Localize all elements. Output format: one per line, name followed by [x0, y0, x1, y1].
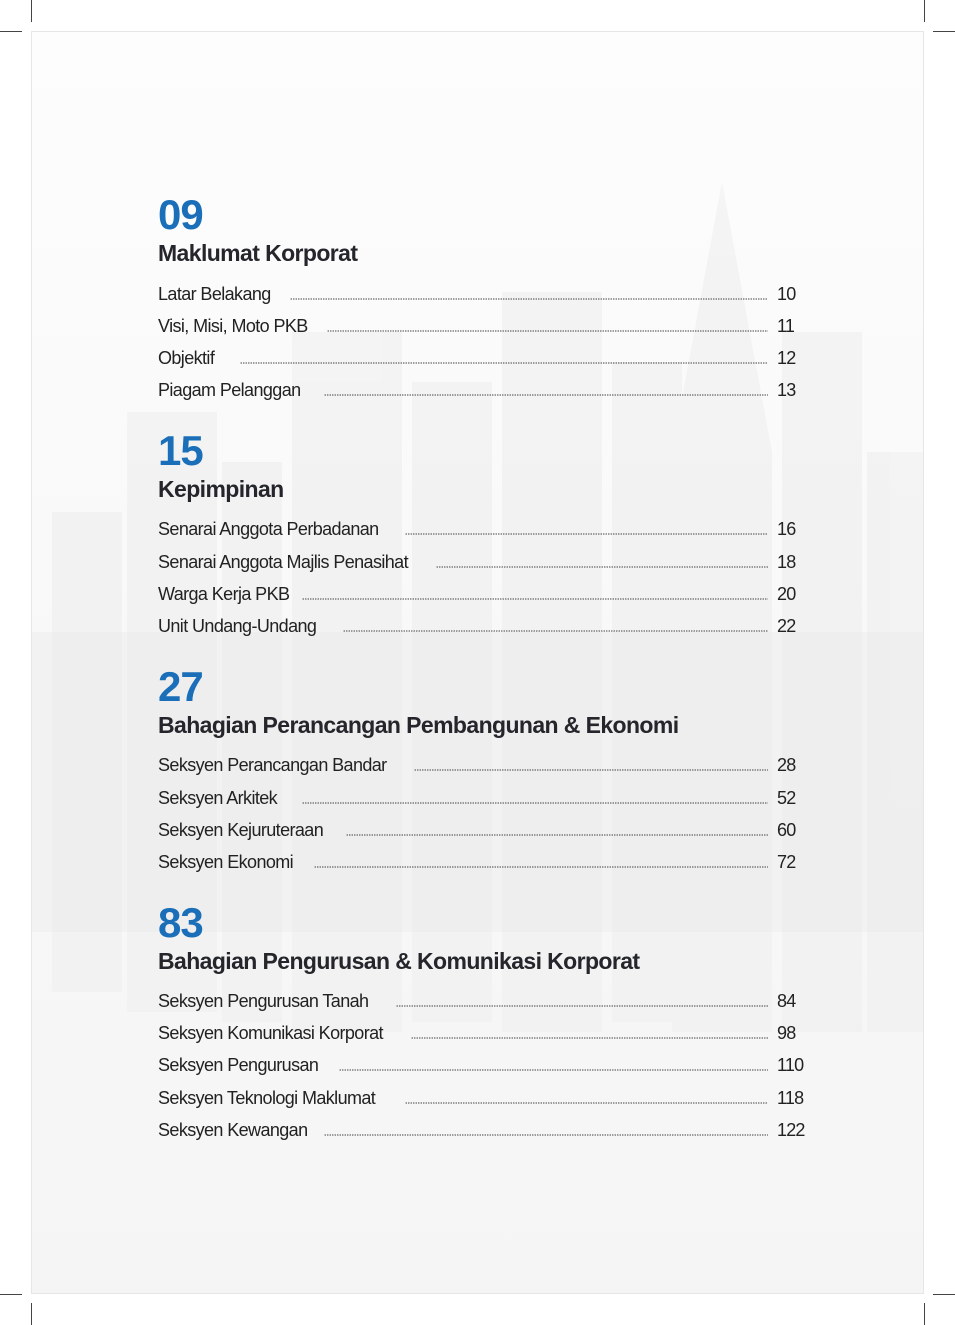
leader-dots	[290, 298, 768, 300]
section-number: 15	[158, 427, 203, 474]
entry-label: Senarai Anggota Perbadanan	[158, 519, 379, 539]
entry-page-number: 20	[777, 584, 796, 604]
entry-label: Objektif	[158, 348, 215, 368]
toc-entry[interactable]	[158, 1053, 838, 1077]
toc-entry[interactable]	[158, 818, 838, 842]
toc-entry[interactable]	[158, 786, 838, 810]
toc-entry[interactable]	[158, 1021, 838, 1045]
entry-label: Piagam Pelanggan	[158, 380, 301, 400]
entry-page-number: 118	[777, 1088, 804, 1108]
section-title[interactable]: Kepimpinan	[158, 476, 284, 502]
toc-entry[interactable]	[158, 1086, 838, 1110]
leader-dots	[324, 394, 768, 396]
entry-label: Seksyen Ekonomi	[158, 852, 294, 872]
leader-dots	[411, 1037, 768, 1039]
leader-dots	[324, 1134, 768, 1136]
entry-page-number: 60	[777, 820, 796, 840]
toc-entry[interactable]	[158, 517, 838, 541]
entry-page-number: 84	[777, 991, 796, 1011]
leader-dots	[405, 533, 768, 535]
entry-page-number: 16	[777, 519, 796, 539]
entry-page-number: 28	[777, 755, 796, 775]
section-title[interactable]: Bahagian Pengurusan & Komunikasi Korporat	[158, 948, 640, 974]
entry-label: Seksyen Arkitek	[158, 788, 278, 808]
entry-label: Senarai Anggota Majlis Penasihat	[158, 552, 408, 572]
leader-dots	[302, 598, 768, 600]
toc-entry[interactable]	[158, 989, 838, 1013]
entry-label: Seksyen Kewangan	[158, 1120, 308, 1140]
crop-mark-bottom-right-h	[933, 1294, 955, 1295]
toc-page	[31, 31, 924, 1294]
entry-page-number: 98	[777, 1023, 796, 1043]
crop-mark-top-right-v	[924, 0, 925, 22]
entry-label: Warga Kerja PKB	[158, 584, 290, 604]
entry-label: Unit Undang-Undang	[158, 616, 317, 636]
crop-mark-top-right-h	[933, 31, 955, 32]
crop-mark-bottom-left-v	[31, 1303, 32, 1325]
entry-page-number: 110	[777, 1055, 804, 1075]
entry-label: Latar Belakang	[158, 284, 271, 304]
crop-mark-top-left-v	[31, 0, 32, 22]
entry-label: Visi, Misi, Moto PKB	[158, 316, 308, 336]
entry-label: Seksyen Teknologi Maklumat	[158, 1088, 376, 1108]
section-number: 09	[158, 191, 203, 238]
entry-page-number: 11	[777, 316, 795, 336]
leader-dots	[436, 566, 768, 568]
entry-page-number: 12	[777, 348, 796, 368]
leader-dots	[346, 834, 768, 836]
leader-dots	[405, 1102, 768, 1104]
toc-entry[interactable]	[158, 582, 838, 606]
leader-dots	[396, 1005, 768, 1007]
entry-label: Seksyen Komunikasi Korporat	[158, 1023, 383, 1043]
entry-page-number: 10	[777, 284, 796, 304]
toc-entry[interactable]	[158, 282, 838, 306]
entry-page-number: 122	[777, 1120, 805, 1140]
entry-page-number: 18	[777, 552, 796, 572]
section-title[interactable]: Maklumat Korporat	[158, 240, 358, 266]
entry-label: Seksyen Pengurusan	[158, 1055, 319, 1075]
entry-label: Seksyen Pengurusan Tanah	[158, 991, 369, 1011]
leader-dots	[302, 802, 768, 804]
entry-page-number: 52	[777, 788, 796, 808]
toc-entry[interactable]	[158, 614, 838, 638]
toc-entry[interactable]	[158, 346, 838, 370]
leader-dots	[327, 330, 768, 332]
leader-dots	[343, 630, 768, 632]
toc-entry[interactable]	[158, 753, 838, 777]
entry-label: Seksyen Perancangan Bandar	[158, 755, 387, 775]
entry-page-number: 13	[777, 380, 796, 400]
toc-entry[interactable]	[158, 314, 838, 338]
section-title[interactable]: Bahagian Perancangan Pembangunan & Ekonomi	[158, 712, 679, 738]
crop-mark-bottom-right-v	[924, 1303, 925, 1325]
toc-entry[interactable]	[158, 850, 838, 874]
crop-mark-bottom-left-h	[0, 1294, 22, 1295]
leader-dots	[240, 362, 768, 364]
entry-page-number: 72	[777, 852, 796, 872]
leader-dots	[414, 769, 768, 771]
entry-page-number: 22	[777, 616, 796, 636]
leader-dots	[314, 866, 768, 868]
leader-dots	[339, 1069, 768, 1071]
entry-label: Seksyen Kejuruteraan	[158, 820, 324, 840]
toc-entry[interactable]	[158, 1118, 838, 1142]
section-number: 83	[158, 899, 203, 946]
toc-entry[interactable]	[158, 378, 838, 402]
crop-mark-top-left-h	[0, 31, 22, 32]
toc-entry[interactable]	[158, 550, 838, 574]
section-number: 27	[158, 663, 203, 710]
